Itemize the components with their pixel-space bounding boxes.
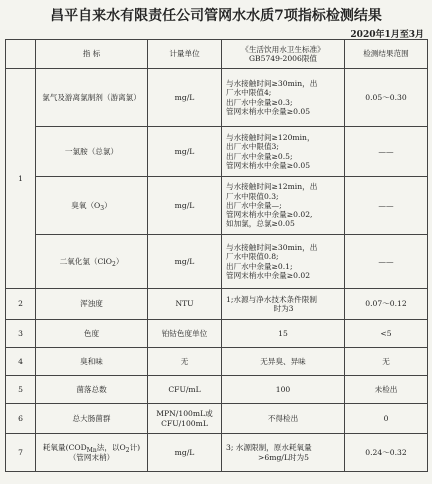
indicator-name: 总大肠菌群: [36, 404, 148, 434]
cod-name-part: 法，以O: [96, 443, 126, 453]
limit-line: 与水接触时间≥30min，出: [226, 243, 318, 252]
limit-cell: [222, 235, 345, 289]
unit-cell: mg/L: [148, 434, 222, 472]
limit-line: 厂水中限值4;: [226, 88, 272, 98]
date-range: 2020年1月至3月: [350, 30, 424, 40]
limit-line: 与水接触时间≥120min，: [226, 133, 315, 142]
cod-name-part: 计): [129, 443, 141, 453]
result-cell: <5: [345, 320, 428, 348]
clo2-subscript: 2: [112, 260, 116, 268]
header-standard: [222, 40, 345, 69]
limit-line: 如加氯，总氯≥0.05: [226, 219, 295, 229]
limit-line: 厂水中限值0.8;: [226, 252, 279, 262]
result-cell: ——: [345, 235, 428, 289]
limit-line: 出厂水中余量≥0.5;: [226, 151, 293, 161]
unit-cell: mg/L: [148, 177, 222, 235]
indicator-name: [36, 235, 148, 289]
limit-line: 与水接触时间≥30min，出: [226, 79, 318, 88]
limit-cell: [222, 434, 345, 472]
indicator-name: [36, 434, 148, 472]
limit-line: 出厂水中余量≥0.1;: [226, 261, 293, 271]
limit-line: 管网末梢水中余量≥0.02,: [226, 210, 313, 220]
header-standard-line1: 《生活饮用水卫生标准》: [241, 44, 325, 54]
limit-cell: 不得检出: [222, 404, 345, 434]
unit-line: CFU/100mL: [161, 418, 208, 428]
table-row: [6, 348, 428, 376]
limit-line: 管网末梢水中余量≥0.02: [226, 270, 311, 280]
limit-cell: [222, 177, 345, 235]
result-cell: 未检出: [345, 376, 428, 404]
table-row: [6, 289, 428, 320]
ozone-subscript: 3: [100, 204, 105, 212]
table-row: [6, 404, 428, 434]
unit-cell: mg/L: [148, 235, 222, 289]
indicator-name: 氯气及游离氯制剂（游离氯）: [36, 69, 148, 127]
result-cell: ——: [345, 127, 428, 177]
clo2-name: 二氧化氯（ClO: [59, 256, 112, 266]
cod-name-part: 耗氧量(COD: [42, 443, 87, 453]
row-number: 3: [6, 320, 36, 348]
limit-cell: 无异臭、异味: [222, 348, 345, 376]
cod-subscript: Mn: [86, 447, 97, 455]
table-row: [6, 376, 428, 404]
limit-line: 时为3: [273, 304, 294, 313]
indicator-name: 浑浊度: [36, 289, 148, 320]
row-number: 5: [6, 376, 36, 404]
header-standard-line2: GB5749-2006限值: [248, 54, 318, 63]
unit-cell: NTU: [148, 289, 222, 320]
table-row: [6, 235, 428, 289]
limit-line: 管网末梢水中余量≥0.05: [226, 160, 311, 170]
limit-cell: 15: [222, 320, 345, 348]
limit-cell: [222, 127, 345, 177]
ozone-name-end: ）: [104, 200, 112, 210]
unit-cell: [148, 404, 222, 434]
limit-line: 1;水源与净水技术条件限制: [226, 294, 317, 304]
result-cell: 0: [345, 404, 428, 434]
unit-cell: 无: [148, 348, 222, 376]
row-number: 1: [6, 69, 36, 289]
indicator-name: 臭和味: [36, 348, 148, 376]
result-cell: 0.05～0.30: [345, 69, 428, 127]
limit-cell: [222, 289, 345, 320]
limit-line: 出厂水中余量≥0.3;: [226, 97, 293, 107]
indicator-name: [36, 177, 148, 235]
table-row: [6, 177, 428, 235]
result-cell: 无: [345, 348, 428, 376]
cod-name-line1: [39, 443, 144, 455]
cod-name-line2: （管网末梢）: [68, 452, 115, 462]
unit-line: MPN/100mL或: [156, 409, 213, 419]
ozone-name: 臭氧（O: [71, 200, 101, 210]
limit-line: 出厂水中余量—;: [226, 200, 282, 210]
indicator-name: 一氯胺（总氯）: [36, 127, 148, 177]
header-unit: 计量单位: [148, 40, 222, 69]
limit-line: >6mg/L时为5: [258, 452, 309, 462]
table-row: [6, 69, 428, 127]
table-row: [6, 320, 428, 348]
water-quality-table: [5, 39, 428, 472]
limit-cell: [222, 69, 345, 127]
result-cell: ——: [345, 177, 428, 235]
row-number: 4: [6, 348, 36, 376]
unit-cell: mg/L: [148, 127, 222, 177]
limit-cell: 100: [222, 376, 345, 404]
clo2-name-end: ）: [115, 256, 124, 266]
row-number: 7: [6, 434, 36, 472]
unit-cell: mg/L: [148, 69, 222, 127]
limit-line: 厂水中限值0.3;: [226, 191, 279, 201]
row-number: 6: [6, 404, 36, 434]
indicator-name: 菌落总数: [36, 376, 148, 404]
indicator-name: 色度: [36, 320, 148, 348]
header-number: [6, 40, 36, 69]
header-row: [6, 40, 428, 69]
limit-line: 管网末梢水中余量≥0.05: [226, 106, 311, 116]
result-cell: 0.07～0.12: [345, 289, 428, 320]
limit-line: 出厂水中限值3;: [226, 142, 279, 152]
unit-cell: 铂钴色度单位: [148, 320, 222, 348]
unit-cell: CFU/mL: [148, 376, 222, 404]
table-row: [6, 127, 428, 177]
table-row: [6, 434, 428, 472]
row-number: 2: [6, 289, 36, 320]
header-result: 检测结果范围: [345, 40, 428, 69]
document-title: 昌平自来水有限责任公司管网水水质7项指标检测结果: [50, 8, 382, 24]
result-cell: 0.24～0.32: [345, 434, 428, 472]
o2-subscript: 2: [125, 447, 130, 455]
limit-line: 与水接触时间≥12min，出: [226, 182, 318, 192]
header-indicator: 指 标: [36, 40, 148, 69]
limit-line: 3; 水源限制，原水耗氧量: [226, 443, 312, 453]
